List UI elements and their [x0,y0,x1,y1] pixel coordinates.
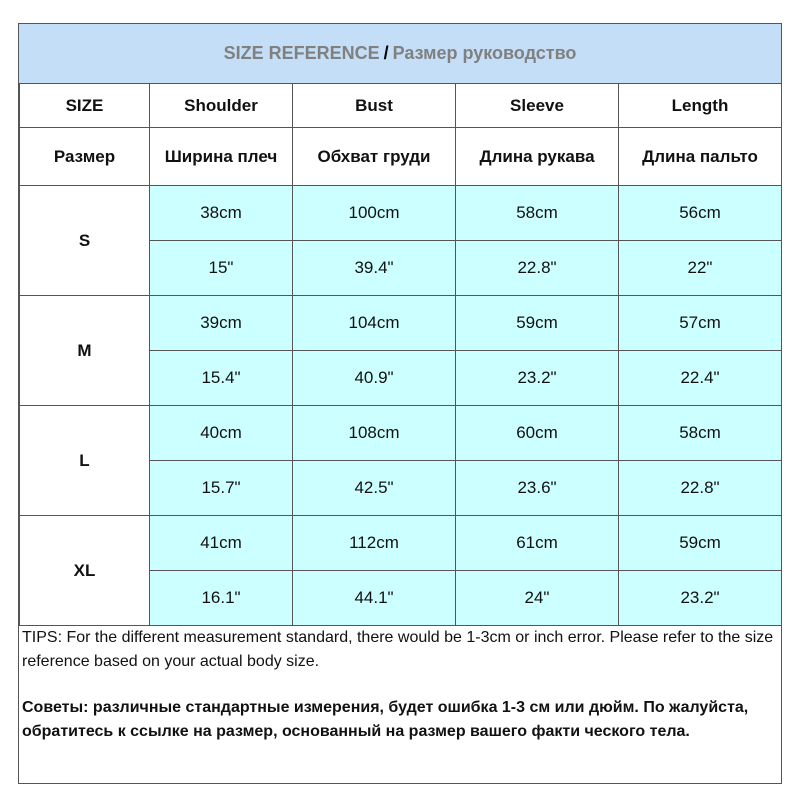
shoulder-inch: 15.4" [150,351,293,406]
table-row [20,186,782,241]
size-table [19,83,782,626]
header-shoulder: Shoulder [150,84,293,128]
shoulder-cm: 40cm [150,406,293,461]
length-inch: 23.2" [619,571,782,626]
header-size: SIZE [20,84,150,128]
shoulder-inch: 15" [150,241,293,296]
size-label: S [20,186,150,296]
shoulder-cm: 38cm [150,186,293,241]
bust-cm: 100cm [293,186,456,241]
length-inch: 22" [619,241,782,296]
bust-inch: 39.4" [293,241,456,296]
header-length-ru: Длина пальто [619,128,782,186]
bust-inch: 40.9" [293,351,456,406]
sleeve-inch: 24" [456,571,619,626]
sleeve-cm: 58cm [456,186,619,241]
table-row [20,406,782,461]
sleeve-cm: 60cm [456,406,619,461]
header-length: Length [619,84,782,128]
length-inch: 22.4" [619,351,782,406]
title-en: SIZE REFERENCE [223,43,380,63]
length-cm: 58cm [619,406,782,461]
header-row-en [20,84,782,128]
length-cm: 57cm [619,296,782,351]
header-shoulder-ru: Ширина плеч [150,128,293,186]
tips-en: TIPS: For the different measurement standard, there would be 1-3cm or inch error. Please refer to the size reference based on your actual body size. [22,629,774,670]
table-row [20,516,782,571]
shoulder-cm: 41cm [150,516,293,571]
length-inch: 22.8" [619,461,782,516]
sleeve-inch: 23.2" [456,351,619,406]
sleeve-cm: 61cm [456,516,619,571]
length-cm: 56cm [619,186,782,241]
length-cm: 59cm [619,516,782,571]
header-bust: Bust [293,84,456,128]
size-label: L [20,406,150,516]
chart-title [19,24,781,84]
title-separator: / [383,43,389,63]
bust-inch: 42.5" [293,461,456,516]
bust-cm: 108cm [293,406,456,461]
header-bust-ru: Обхват груди [293,128,456,186]
tips-section [19,624,781,784]
header-sleeve-ru: Длина рукава [456,128,619,186]
shoulder-cm: 39cm [150,296,293,351]
header-size-ru: Размер [20,128,150,186]
shoulder-inch: 16.1" [150,571,293,626]
header-row-ru [20,128,782,186]
table-row [20,296,782,351]
title-ru: Размер руководство [392,43,577,63]
tips-ru: Советы: различные стандартные измерения, будет ошибка 1-3 см или дюйм. По жалуйста, обратитесь к ссылке на размер, основанный на размер вашего факти ческого тела. [22,699,749,740]
size-label: XL [20,516,150,626]
size-chart [18,23,782,784]
sleeve-cm: 59cm [456,296,619,351]
header-sleeve: Sleeve [456,84,619,128]
shoulder-inch: 15.7" [150,461,293,516]
sleeve-inch: 23.6" [456,461,619,516]
bust-cm: 104cm [293,296,456,351]
bust-inch: 44.1" [293,571,456,626]
sleeve-inch: 22.8" [456,241,619,296]
bust-cm: 112cm [293,516,456,571]
size-label: M [20,296,150,406]
